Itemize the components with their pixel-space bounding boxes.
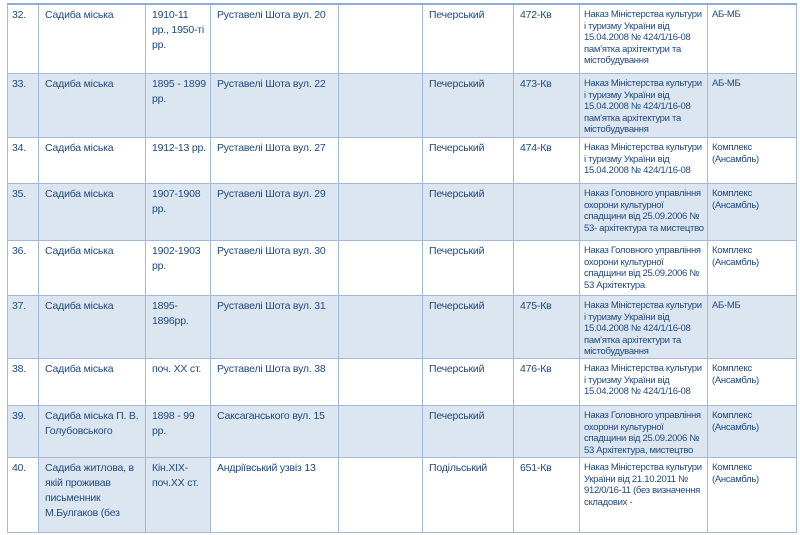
- cell-text: 473-Кв: [520, 78, 552, 90]
- cell-address: [211, 241, 339, 296]
- cell-address: [211, 296, 339, 359]
- cell-text: 38.: [12, 363, 26, 375]
- cell-reg: [514, 406, 580, 458]
- cell-text: Печерський: [429, 142, 485, 154]
- cell-address: [211, 4, 339, 74]
- cell-date: [146, 241, 211, 296]
- cell-reg: [514, 241, 580, 296]
- cell-district: [423, 458, 514, 533]
- cell-text: Наказ Міністерства культури України від 21.10.2011 № 912/0/16-11 (без визначення складових -: [584, 462, 702, 508]
- table-row: [8, 241, 797, 296]
- cell-num: [8, 74, 39, 138]
- cell-name: [39, 359, 146, 406]
- cell-text: Наказ Міністерства культури і туризму України від 15.04.2008 № 424/1/16-08 пам’ятка архітектури та містобудування: [584, 300, 702, 356]
- cell-reg: [514, 296, 580, 359]
- cell-text: 1895-1896рр.: [152, 300, 189, 327]
- cell-text: [345, 77, 419, 134]
- cell-extra: [339, 296, 423, 359]
- cell-text: Наказ Міністерства культури і туризму України від 15.04.2008 № 424/1/16-08 пам’ятка архітектури та містобудування: [584, 9, 702, 67]
- cell-address: [211, 359, 339, 406]
- cell-num: [8, 406, 39, 458]
- cell-text: 1907-1908 рр.: [152, 188, 201, 215]
- cell-district: [423, 138, 514, 184]
- cell-text: 35.: [12, 188, 26, 200]
- cell-text: 40.: [12, 462, 26, 474]
- cell-text: поч. ХХ ст.: [152, 363, 202, 375]
- cell-date: [146, 296, 211, 359]
- cell-type: [708, 406, 797, 458]
- cell-district: [423, 359, 514, 406]
- cell-doc: [580, 406, 708, 458]
- cell-text: Садиба міська: [45, 363, 114, 375]
- cell-name: [39, 406, 146, 458]
- cell-text: 37.: [12, 300, 26, 312]
- cell-text: Андріївський узвіз 13: [217, 462, 316, 474]
- cell-text: Руставелі Шота вул. 20: [217, 9, 326, 21]
- cell-text: АБ-МБ: [712, 9, 741, 20]
- cell-date: [146, 359, 211, 406]
- cell-text: Печерський: [429, 9, 485, 21]
- table-row: [8, 359, 797, 406]
- cell-doc: [580, 359, 708, 406]
- cell-text: [345, 244, 419, 292]
- cell-doc: [580, 241, 708, 296]
- cell-reg: [514, 458, 580, 533]
- cell-text: Печерський: [429, 188, 485, 200]
- cell-type: [708, 184, 797, 241]
- cell-text: [345, 461, 419, 529]
- cell-text: 476-Кв: [520, 363, 552, 375]
- cell-name: [39, 296, 146, 359]
- cell-num: [8, 184, 39, 241]
- cell-text: Комплекс (Ансамбль): [712, 363, 759, 386]
- cell-reg: [514, 138, 580, 184]
- cell-text: Печерський: [429, 78, 485, 90]
- cell-text: 1898 - 99 рр.: [152, 410, 195, 437]
- cell-text: 474-Кв: [520, 142, 552, 154]
- cell-extra: [339, 184, 423, 241]
- cell-text: Руставелі Шота вул. 27: [217, 142, 326, 154]
- cell-date: [146, 406, 211, 458]
- cell-name: [39, 458, 146, 533]
- cell-text: 1895 - 1899 рр.: [152, 78, 206, 105]
- table-row: [8, 406, 797, 458]
- cell-district: [423, 74, 514, 138]
- cell-text: Саксаганського вул. 15: [217, 410, 325, 422]
- cell-address: [211, 406, 339, 458]
- cell-text: Садиба міська: [45, 188, 114, 200]
- cell-date: [146, 4, 211, 74]
- table-row: [8, 4, 797, 74]
- cell-name: [39, 4, 146, 74]
- cell-type: [708, 241, 797, 296]
- table-row: [8, 184, 797, 241]
- cell-district: [423, 406, 514, 458]
- cell-text: Печерський: [429, 245, 485, 257]
- cell-text: 34.: [12, 142, 26, 154]
- cell-text: Наказ Головного управління охорони культурної спадщини від 25.09.2006 № 53 Архітектура, мистецтво: [584, 410, 701, 455]
- cell-type: [708, 4, 797, 74]
- cell-name: [39, 138, 146, 184]
- cell-text: Руставелі Шота вул. 29: [217, 188, 326, 200]
- cell-district: [423, 296, 514, 359]
- cell-doc: [580, 296, 708, 359]
- cell-type: [708, 296, 797, 359]
- cell-doc: [580, 458, 708, 533]
- cell-text: Садиба міська: [45, 142, 114, 154]
- cell-doc: [580, 4, 708, 74]
- cell-num: [8, 241, 39, 296]
- cell-num: [8, 4, 39, 74]
- cell-text: 1902-1903 рр.: [152, 245, 201, 272]
- cell-text: Наказ Міністерства культури і туризму України від 15.04.2008 № 424/1/16-08: [584, 142, 702, 177]
- cell-extra: [339, 359, 423, 406]
- heritage-registry-table: [7, 3, 797, 533]
- cell-num: [8, 359, 39, 406]
- cell-text: Садиба міська: [45, 9, 114, 21]
- cell-text: [520, 409, 576, 454]
- cell-text: Садиба міська: [45, 300, 114, 312]
- cell-doc: [580, 184, 708, 241]
- cell-date: [146, 138, 211, 184]
- table-row: [8, 458, 797, 533]
- cell-text: Садиба міська П. В. Голубовського: [45, 410, 139, 437]
- cell-text: Подільський: [429, 462, 488, 474]
- cell-text: Печерський: [429, 410, 485, 422]
- cell-address: [211, 138, 339, 184]
- cell-text: 1912-13 рр.: [152, 142, 206, 154]
- cell-extra: [339, 458, 423, 533]
- cell-text: Руставелі Шота вул. 31: [217, 300, 326, 312]
- cell-text: 475-Кв: [520, 300, 552, 312]
- cell-text: Комплекс (Ансамбль): [712, 245, 759, 268]
- cell-doc: [580, 74, 708, 138]
- cell-extra: [339, 241, 423, 296]
- cell-extra: [339, 4, 423, 74]
- cell-text: Комплекс (Ансамбль): [712, 142, 759, 165]
- cell-text: 32.: [12, 9, 26, 21]
- cell-text: Комплекс (Ансамбль): [712, 188, 759, 211]
- cell-text: Руставелі Шота вул. 30: [217, 245, 326, 257]
- cell-type: [708, 74, 797, 138]
- cell-text: [345, 8, 419, 70]
- cell-text: 1910-11 рр., 1950-ті рр.: [152, 9, 205, 51]
- table-row: [8, 138, 797, 184]
- cell-text: 472-Кв: [520, 9, 552, 21]
- cell-text: [345, 299, 419, 355]
- cell-text: Кін.ХІХ-поч.ХХ ст.: [152, 462, 199, 489]
- cell-extra: [339, 74, 423, 138]
- cell-text: Садиба міська: [45, 78, 114, 90]
- cell-text: [345, 187, 419, 237]
- cell-text: [520, 187, 576, 237]
- cell-text: [520, 244, 576, 292]
- cell-name: [39, 241, 146, 296]
- cell-reg: [514, 74, 580, 138]
- cell-text: [345, 409, 419, 454]
- cell-type: [708, 138, 797, 184]
- cell-text: 651-Кв: [520, 462, 552, 474]
- cell-type: [708, 359, 797, 406]
- cell-text: Садиба міська: [45, 245, 114, 257]
- cell-doc: [580, 138, 708, 184]
- cell-text: АБ-МБ: [712, 78, 741, 89]
- cell-text: [345, 362, 419, 402]
- cell-type: [708, 458, 797, 533]
- cell-text: Печерський: [429, 363, 485, 375]
- cell-district: [423, 241, 514, 296]
- cell-name: [39, 184, 146, 241]
- cell-text: Комплекс (Ансамбль): [712, 462, 759, 485]
- cell-extra: [339, 138, 423, 184]
- cell-text: 33.: [12, 78, 26, 90]
- cell-text: [345, 141, 419, 180]
- cell-text: 36.: [12, 245, 26, 257]
- table-row: [8, 296, 797, 359]
- cell-text: Печерський: [429, 300, 485, 312]
- cell-district: [423, 4, 514, 74]
- cell-text: 39.: [12, 410, 26, 422]
- cell-text: Наказ Головного управління охорони культурної спадщини від 25.09.2006 № 53- архітектура та мистецтво: [584, 188, 704, 234]
- cell-text: Наказ Головного управління охорони культурної спадщини від 25.09.2006 № 53 Архітектура: [584, 245, 701, 291]
- cell-num: [8, 458, 39, 533]
- cell-date: [146, 458, 211, 533]
- cell-reg: [514, 4, 580, 74]
- cell-date: [146, 74, 211, 138]
- cell-address: [211, 184, 339, 241]
- cell-text: Наказ Міністерства культури і туризму України від 15.04.2008 № 424/1/16-08: [584, 363, 702, 398]
- cell-text: Садиба житлова, в якій проживав письменник М.Булгаков (без: [45, 462, 134, 519]
- cell-name: [39, 74, 146, 138]
- cell-text: АБ-МБ: [712, 300, 741, 311]
- cell-text: Руставелі Шота вул. 22: [217, 78, 326, 90]
- cell-reg: [514, 359, 580, 406]
- cell-district: [423, 184, 514, 241]
- cell-text: Наказ Міністерства культури і туризму України від 15.04.2008 № 424/1/16-08 пам’ятка архітектури та містобудування: [584, 78, 702, 135]
- cell-address: [211, 458, 339, 533]
- cell-extra: [339, 406, 423, 458]
- cell-text: Комплекс (Ансамбль): [712, 410, 759, 433]
- cell-text: Руставелі Шота вул. 38: [217, 363, 326, 375]
- cell-address: [211, 74, 339, 138]
- cell-reg: [514, 184, 580, 241]
- table-row: [8, 74, 797, 138]
- cell-date: [146, 184, 211, 241]
- cell-num: [8, 138, 39, 184]
- cell-num: [8, 296, 39, 359]
